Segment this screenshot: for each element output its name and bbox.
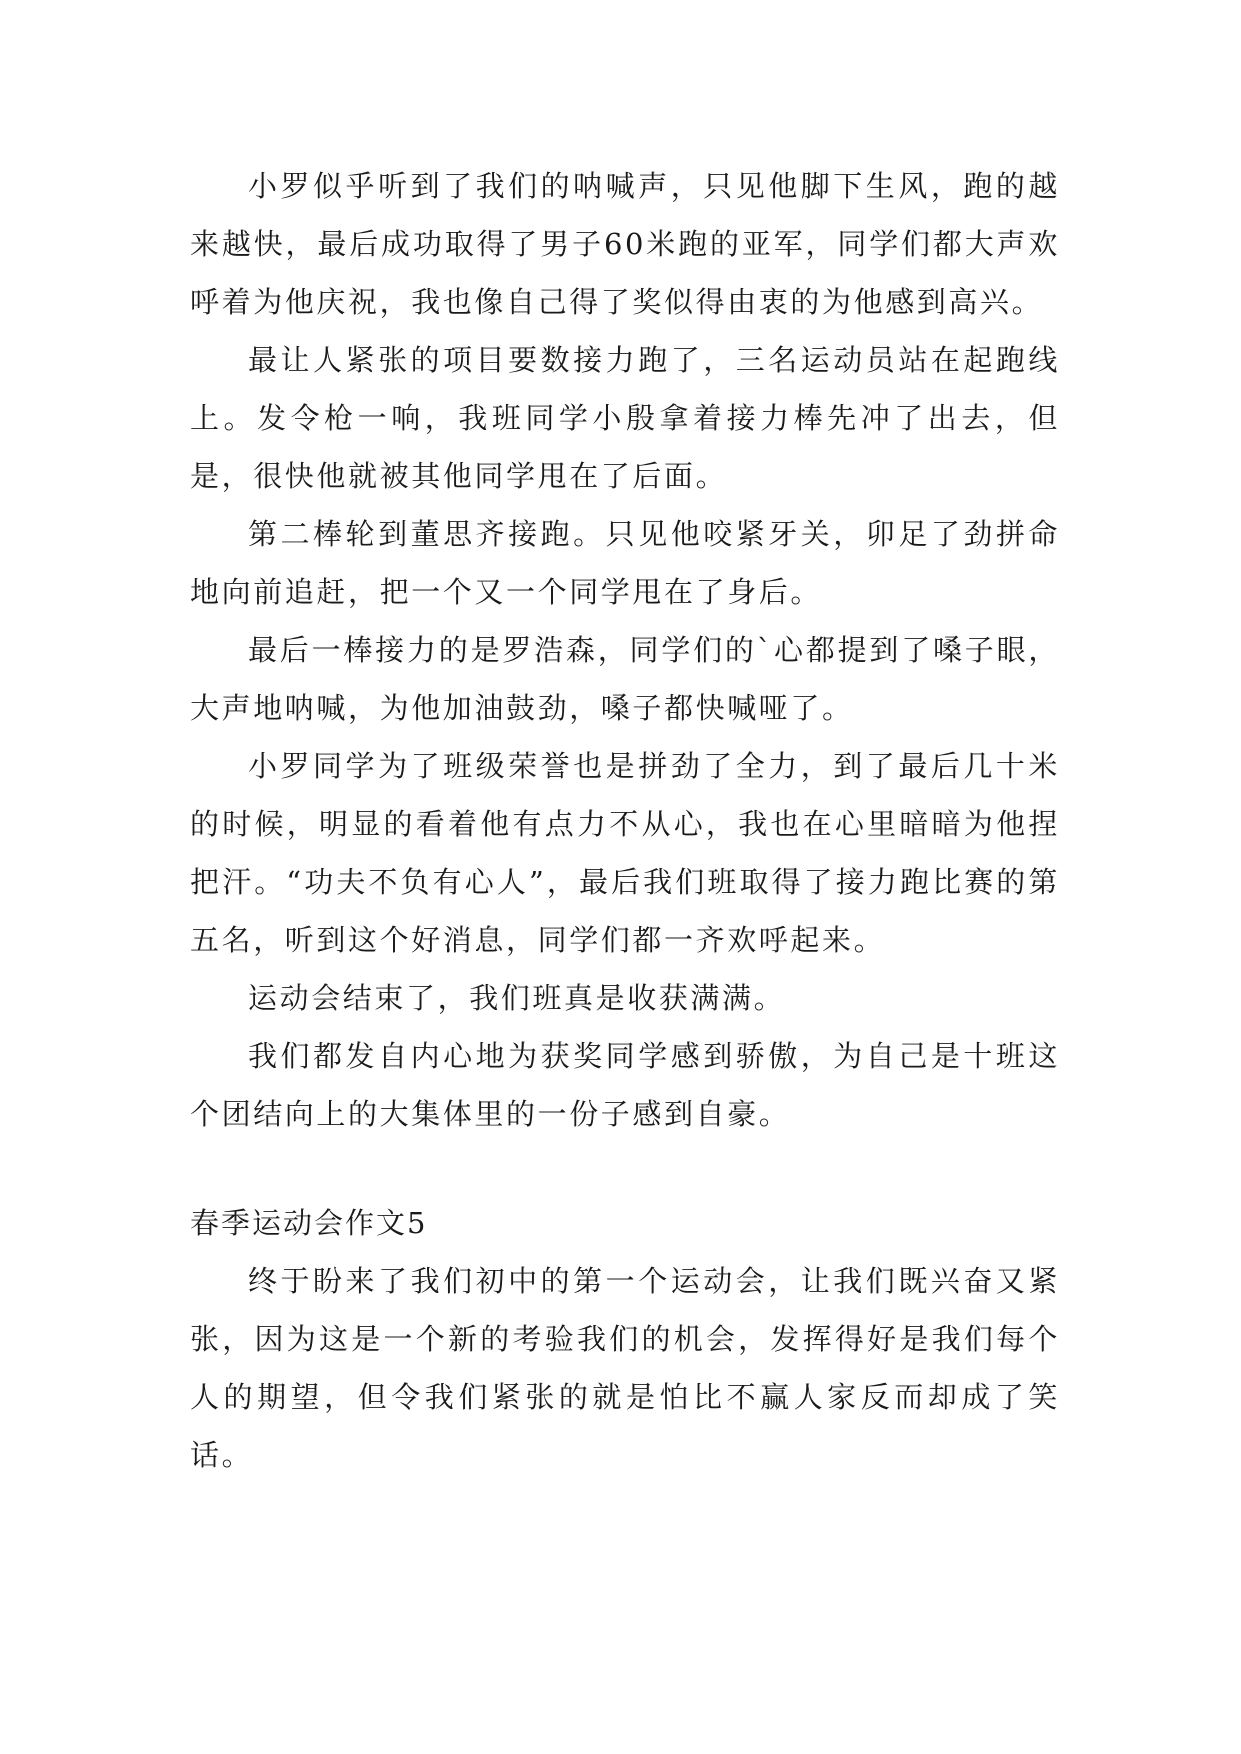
paragraph: 我们都发自内心地为获奖同学感到骄傲，为自己是十班这个团结向上的大集体里的一份子感到自豪。 (190, 1039, 1060, 1131)
section-b-body (190, 1252, 1060, 1484)
paragraph: 小罗同学为了班级荣誉也是拼劲了全力，到了最后几十米的时候，明显的看着他有点力不从心，我也在心里暗暗为他捏把汗。“功夫不负有心人”，最后我们班取得了接力跑比赛的第五名，听到这个好消息，同学们都一齐欢呼起来。 (190, 749, 1060, 957)
section-heading: 春季运动会作文5 (190, 1206, 428, 1240)
section-a-body (190, 157, 1060, 1143)
paragraph: 最后一棒接力的是罗浩森，同学们的`心都提到了嗓子眼，大声地呐喊，为他加油鼓劲，嗓子都快喊哑了。 (190, 633, 1060, 725)
paragraph: 第二棒轮到董思齐接跑。只见他咬紧牙关，卯足了劲拼命地向前追赶，把一个又一个同学甩在了身后。 (190, 517, 1060, 609)
paragraph: 最让人紧张的项目要数接力跑了，三名运动员站在起跑线上。发令枪一响，我班同学小殷拿着接力棒先冲了出去，但是，很快他就被其他同学甩在了后面。 (190, 343, 1060, 493)
paragraph: 小罗似乎听到了我们的呐喊声，只见他脚下生风，跑的越来越快，最后成功取得了男子60米跑的亚军，同学们都大声欢呼着为他庆祝，我也像自己得了奖似得由衷的为他感到高兴。 (190, 169, 1060, 319)
paragraph: 运动会结束了，我们班真是收获满满。 (248, 981, 786, 1015)
paragraph: 终于盼来了我们初中的第一个运动会，让我们既兴奋又紧张，因为这是一个新的考验我们的机会，发挥得好是我们每个人的期望，但令我们紧张的就是怕比不赢人家反而却成了笑话。 (190, 1264, 1060, 1472)
